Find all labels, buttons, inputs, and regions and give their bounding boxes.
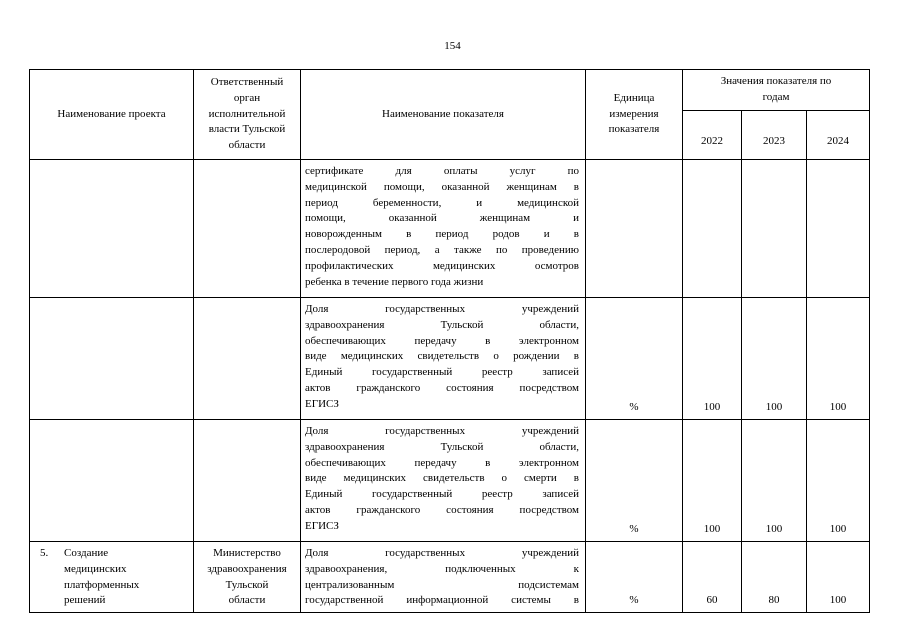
cell-value-2024 (807, 160, 870, 298)
table-row (30, 298, 870, 420)
cell-value-2023: 100 (742, 298, 807, 420)
cell-value-2022: 100 (683, 420, 742, 542)
table-row (30, 542, 870, 613)
cell-indicator: Доля государственных учреждений здравоохранения Тульской области, обеспечивающих передачу в электронном виде медицинских свидетельств о рождении в Единый государственный реестр записей актов гражданского состояния посредством ЕГИСЗ (301, 298, 586, 420)
cell-value-2023: 80 (742, 542, 807, 613)
cell-unit (586, 160, 683, 298)
cell-value-2024: 100 (807, 542, 870, 613)
cell-unit: % (586, 298, 683, 420)
cell-project (30, 298, 194, 420)
header-project-name: Наименование проекта (30, 70, 194, 160)
cell-project (30, 160, 194, 298)
header-year-2023: 2023 (742, 111, 807, 160)
cell-value-2024: 100 (807, 298, 870, 420)
header-year-2024: 2024 (807, 111, 870, 160)
cell-unit: % (586, 420, 683, 542)
project-number: 5. (40, 547, 49, 559)
cell-responsible: Министерство здравоохранения Тульской области (194, 542, 301, 613)
header-values-group: Значения показателя по годам (683, 70, 870, 111)
cell-value-2022 (683, 160, 742, 298)
header-indicator-name: Наименование показателя (301, 70, 586, 160)
indicators-table (29, 69, 870, 613)
cell-project (30, 420, 194, 542)
cell-indicator: Доля государственных учреждений здравоохранения, подключенных к централизованным подсистемам государственной информационной системы в (301, 542, 586, 613)
header-year-2022: 2022 (683, 111, 742, 160)
cell-unit: % (586, 542, 683, 613)
cell-value-2023 (742, 160, 807, 298)
cell-value-2022: 60 (683, 542, 742, 613)
header-responsible-body: Ответственный орган исполнительной власти Тульской области (194, 70, 301, 160)
header-unit: Единица измерения показателя (586, 70, 683, 160)
cell-responsible (194, 298, 301, 420)
header-row-top (30, 70, 870, 111)
cell-value-2023: 100 (742, 420, 807, 542)
table-row (30, 160, 870, 298)
table-row (30, 420, 870, 542)
cell-value-2024: 100 (807, 420, 870, 542)
cell-indicator: Доля государственных учреждений здравоохранения Тульской области, обеспечивающих передачу в электронном виде медицинских свидетельств о смерти в Единый государственный реестр записей актов гражданского состояния посредством ЕГИСЗ (301, 420, 586, 542)
cell-project: 5. Создание медицинских платформенных решений (30, 542, 194, 613)
cell-responsible (194, 160, 301, 298)
page-number: 154 (444, 40, 461, 52)
cell-responsible (194, 420, 301, 542)
cell-value-2022: 100 (683, 298, 742, 420)
cell-indicator: сертификате для оплаты услуг по медицинской помощи, оказанной женщинам в период беременности, и медицинской помощи, оказанной женщинам и новорожденным в период родов и в послеродовой период, а также по проведению профилактических медицинских осмотров ребенка в течение первого года жизни (301, 160, 586, 298)
